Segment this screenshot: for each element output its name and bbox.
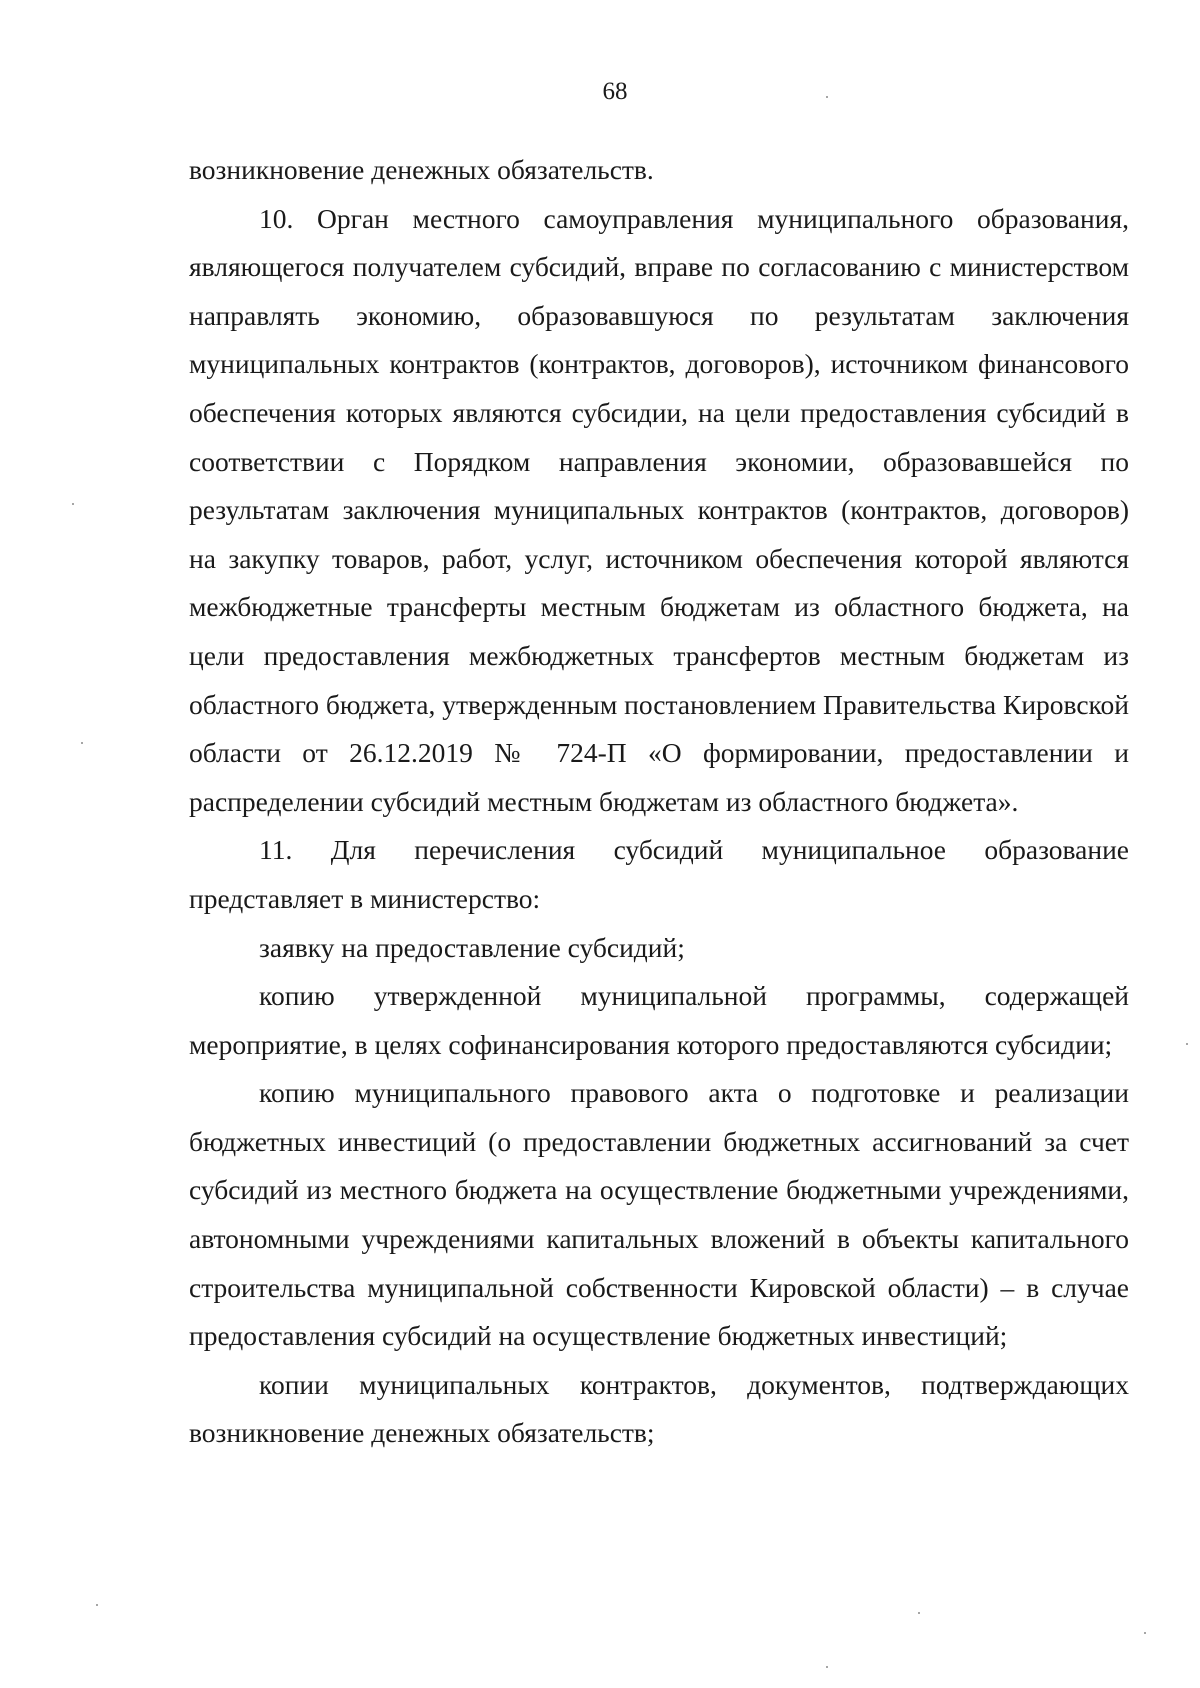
list-item-legal-act-copy: копию муниципального правового акта о подготовке и реализации бюджетных инвестиций (о предоставлении бюджетных ассигнований за счет субсидий из местного бюджета на осуществление бюджетными учреждениями, автономными учреждениями капитальных вложений в объекты капитального строительства муниципальной собственности Кировской области) – в случае предоставления субсидий на осуществление бюджетных инвестиций; bbox=[189, 1077, 1129, 1352]
paragraph-item-11: 11. Для перечисления субсидий муниципальное образование представляет в министерство: bbox=[189, 834, 1129, 914]
scan-speck bbox=[826, 1666, 828, 1668]
page-number: 68 bbox=[602, 78, 628, 105]
scan-speck bbox=[918, 1612, 920, 1614]
document-body bbox=[189, 146, 1129, 1458]
paragraph-item-10: 10. Орган местного самоуправления муниципального образования, являющегося получателем субсидий, вправе по согласованию с министерством направлять экономию, образовавшуюся по результатам заключения муниципальных контрактов (контрактов, договоров), источником финансового обеспечения которых являются субсидии, на цели предоставления субсидий в соответствии с Порядком направления экономии, образовавшейся по результатам заключения муниципальных контрактов (контрактов, договоров) на закупку товаров, работ, услуг, источником обеспечения которой являются межбюджетные трансферты местным бюджетам из областного бюджета, на цели предоставления межбюджетных трансфертов местным бюджетам из областного бюджета, утвержденным постановлением Правительства Кировской области от 26.12.2019 № 724-П «О формировании, предоставлении и распределении субсидий местным бюджетам из областного бюджета». bbox=[189, 202, 1129, 817]
scan-speck bbox=[96, 1604, 98, 1606]
scan-speck bbox=[72, 503, 74, 505]
paragraph-continuation: возникновение денежных обязательств. bbox=[189, 154, 654, 185]
list-item-contracts-copies: копии муниципальных контрактов, документов, подтверждающих возникновение денежных обязательств; bbox=[189, 1368, 1129, 1449]
scan-speck bbox=[1144, 1632, 1146, 1634]
list-item-application: заявку на предоставление субсидий; bbox=[259, 931, 685, 963]
list-item-program-copy: копию утвержденной муниципальной программы, содержащей мероприятие, в целях софинансирования которого предоставляются субсидии; bbox=[189, 980, 1129, 1060]
scan-speck bbox=[1186, 1043, 1188, 1045]
scan-speck bbox=[81, 742, 83, 744]
scan-speck bbox=[826, 96, 828, 98]
